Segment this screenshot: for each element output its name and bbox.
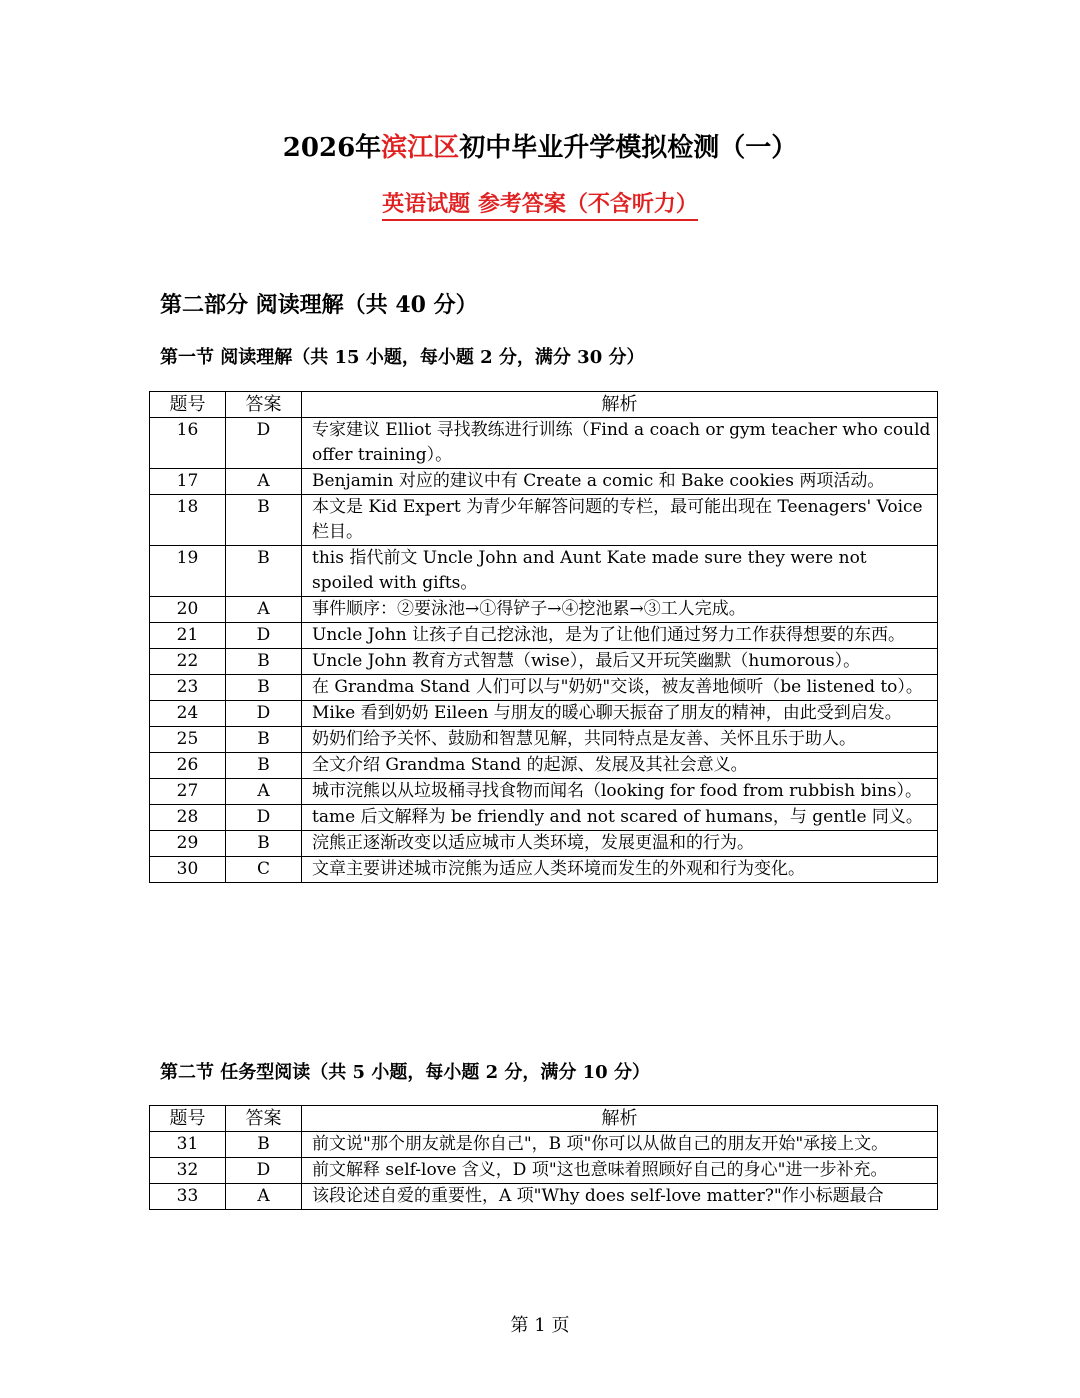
part-heading: 第二部分 阅读理解（共 40 分） — [160, 292, 478, 318]
table-row — [150, 727, 938, 753]
answer-key: B — [226, 727, 302, 753]
answer-key: B — [226, 495, 302, 546]
question-number: 18 — [150, 495, 226, 546]
answer-explanation: 本文是 Kid Expert 为青少年解答问题的专栏，最可能出现在 Teenagers' Voice 栏目。 — [302, 495, 938, 546]
answer-explanation: 浣熊正逐渐改变以适应城市人类环境，发展更温和的行为。 — [302, 831, 938, 857]
table-row — [150, 623, 938, 649]
document-subtitle — [0, 187, 1080, 218]
question-number: 33 — [150, 1184, 226, 1210]
table-row — [150, 779, 938, 805]
question-number: 23 — [150, 675, 226, 701]
table-row — [150, 805, 938, 831]
question-number: 21 — [150, 623, 226, 649]
answer-key: A — [226, 779, 302, 805]
answer-explanation: Uncle John 让孩子自己挖泳池，是为了让他们通过努力工作获得想要的东西。 — [302, 623, 938, 649]
section2-answer-table — [149, 1105, 938, 1210]
table-row — [150, 1132, 938, 1158]
question-number: 24 — [150, 701, 226, 727]
answer-key: A — [226, 469, 302, 495]
title-suffix: 初中毕业升学模拟检测（一） — [459, 133, 798, 163]
section1-answer-table — [149, 391, 938, 883]
answer-key: B — [226, 546, 302, 597]
table-row — [150, 495, 938, 546]
table-row — [150, 418, 938, 469]
col-header-number: 题号 — [150, 392, 226, 418]
answer-explanation: 城市浣熊以从垃圾桶寻找食物而闻名（looking for food from rubbish bins）。 — [302, 779, 938, 805]
answer-explanation: 前文说"那个朋友就是你自己"，B 项"你可以从做自己的朋友开始"承接上文。 — [302, 1132, 938, 1158]
question-number: 30 — [150, 857, 226, 883]
answer-explanation: Benjamin 对应的建议中有 Create a comic 和 Bake cookies 两项活动。 — [302, 469, 938, 495]
answer-explanation: 专家建议 Elliot 寻找教练进行训练（Find a coach or gym teacher who could offer training）。 — [302, 418, 938, 469]
table-row — [150, 649, 938, 675]
question-number: 31 — [150, 1132, 226, 1158]
answer-explanation: 该段论述自爱的重要性，A 项"Why does self-love matter?"作小标题最合 — [302, 1184, 938, 1210]
answer-key: B — [226, 831, 302, 857]
question-number: 20 — [150, 597, 226, 623]
subtitle-text: 英语试题 参考答案（不含听力） — [382, 191, 698, 221]
col-header-answer: 答案 — [226, 1106, 302, 1132]
table-row — [150, 701, 938, 727]
answer-explanation: tame 后文解释为 be friendly and not scared of humans，与 gentle 同义。 — [302, 805, 938, 831]
answer-key: A — [226, 597, 302, 623]
table-row — [150, 546, 938, 597]
table-row — [150, 597, 938, 623]
col-header-explanation: 解析 — [302, 392, 938, 418]
table-header-row — [150, 1106, 938, 1132]
section2-heading: 第二节 任务型阅读（共 5 小题，每小题 2 分，满分 10 分） — [160, 1062, 650, 1083]
title-prefix: 2026年 — [282, 133, 382, 163]
question-number: 26 — [150, 753, 226, 779]
document-title — [0, 127, 1080, 164]
question-number: 32 — [150, 1158, 226, 1184]
section1-heading: 第一节 阅读理解（共 15 小题，每小题 2 分，满分 30 分） — [160, 347, 645, 368]
table-row — [150, 1184, 938, 1210]
answer-explanation: this 指代前文 Uncle John and Aunt Kate made sure they were not spoiled with gifts。 — [302, 546, 938, 597]
answer-key: D — [226, 701, 302, 727]
table-header-row — [150, 392, 938, 418]
question-number: 29 — [150, 831, 226, 857]
table-row — [150, 469, 938, 495]
question-number: 17 — [150, 469, 226, 495]
table-row — [150, 1158, 938, 1184]
table-row — [150, 857, 938, 883]
answer-explanation: 文章主要讲述城市浣熊为适应人类环境而发生的外观和行为变化。 — [302, 857, 938, 883]
question-number: 28 — [150, 805, 226, 831]
answer-key: C — [226, 857, 302, 883]
answer-explanation: 全文介绍 Grandma Stand 的起源、发展及其社会意义。 — [302, 753, 938, 779]
question-number: 27 — [150, 779, 226, 805]
answer-explanation: 前文解释 self-love 含义，D 项"这也意味着照顾好自己的身心"进一步补充。 — [302, 1158, 938, 1184]
col-header-answer: 答案 — [226, 392, 302, 418]
title-district: 滨江区 — [381, 133, 460, 163]
page-number: 第 1 页 — [510, 1315, 570, 1336]
answer-key: D — [226, 805, 302, 831]
table-row — [150, 675, 938, 701]
answer-key: D — [226, 418, 302, 469]
question-number: 22 — [150, 649, 226, 675]
table-row — [150, 831, 938, 857]
answer-key: B — [226, 753, 302, 779]
answer-key: B — [226, 1132, 302, 1158]
answer-key: D — [226, 1158, 302, 1184]
col-header-explanation: 解析 — [302, 1106, 938, 1132]
question-number: 25 — [150, 727, 226, 753]
answer-explanation: 事件顺序：②要泳池→①得铲子→④挖池累→③工人完成。 — [302, 597, 938, 623]
answer-key: B — [226, 675, 302, 701]
answer-explanation: 在 Grandma Stand 人们可以与"奶奶"交谈，被友善地倾听（be listened to）。 — [302, 675, 938, 701]
table-row — [150, 753, 938, 779]
answer-explanation: Uncle John 教育方式智慧（wise），最后又开玩笑幽默（humorous）。 — [302, 649, 938, 675]
question-number: 19 — [150, 546, 226, 597]
answer-explanation: 奶奶们给予关怀、鼓励和智慧见解，共同特点是友善、关怀且乐于助人。 — [302, 727, 938, 753]
answer-key: B — [226, 649, 302, 675]
answer-key: A — [226, 1184, 302, 1210]
question-number: 16 — [150, 418, 226, 469]
answer-key: D — [226, 623, 302, 649]
col-header-number: 题号 — [150, 1106, 226, 1132]
answer-explanation: Mike 看到奶奶 Eileen 与朋友的暖心聊天振奋了朋友的精神，由此受到启发。 — [302, 701, 938, 727]
